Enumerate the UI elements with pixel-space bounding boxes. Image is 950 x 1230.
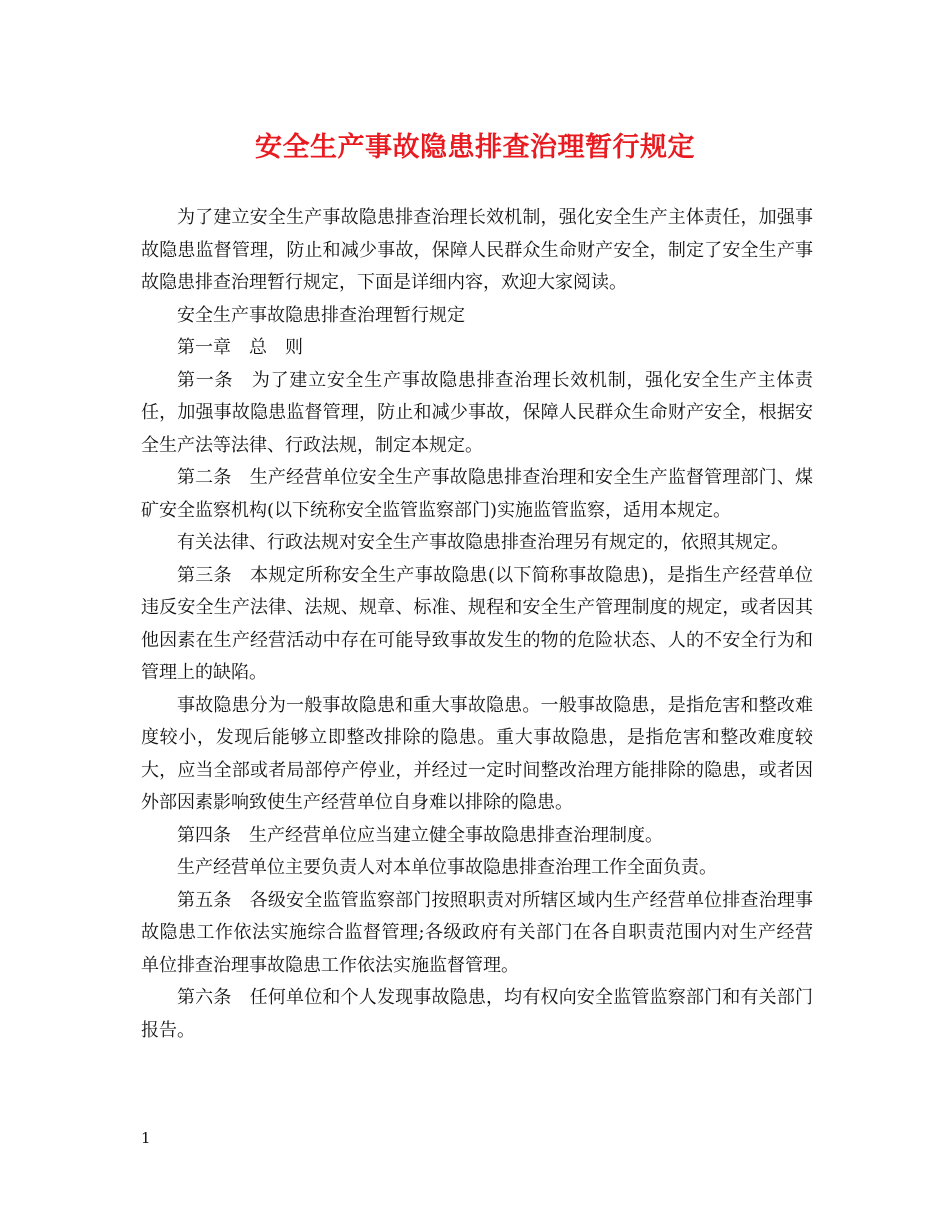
article-2: 第二条 生产经营单位安全生产事故隐患排查治理和安全生产监督管理部门、煤矿安全监察机构(以下统称安全监管监察部门)实施监管监察，适用本规定。 (141, 467, 813, 521)
article-3-classification: 事故隐患分为一般事故隐患和重大事故隐患。一般事故隐患，是指危害和整改难度较小，发现后能够立即整改排除的隐患。重大事故隐患，是指危害和整改难度较大，应当全部或者局部停产停业，并经过一定时间整改治理方能排除的隐患，或者因外部因素影响致使生产经营单位自身难以排除的隐患。 (141, 694, 813, 813)
article-5: 第五条 各级安全监管监察部门按照职责对所辖区域内生产经营单位排查治理事故隐患工作依法实施综合监督管理;各级政府有关部门在各自职责范围内对生产经营单位排查治理事故隐患工作依法实施监督管理。 (141, 889, 813, 976)
article-3: 第三条 本规定所称安全生产事故隐患(以下简称事故隐患)，是指生产经营单位违反安全生产法律、法规、规章、标准、规程和安全生产管理制度的规定，或者因其他因素在生产经营活动中存在可能导致事故发生的物的危险状态、人的不安全行为和管理上的缺陷。 (141, 564, 813, 683)
page-number: 1 (141, 1129, 151, 1147)
paragraph-subtitle: 安全生产事故隐患排查治理暂行规定 (177, 304, 465, 326)
article-6: 第六条 任何单位和个人发现事故隐患，均有权向安全监管监察部门和有关部门报告。 (141, 987, 813, 1041)
document-body (141, 202, 813, 1047)
paragraph-intro: 为了建立安全生产事故隐患排查治理长效机制，强化安全生产主体责任，加强事故隐患监督管理，防止和减少事故，保障人民群众生命财产安全，制定了安全生产事故隐患排查治理暂行规定，下面是详细内容，欢迎大家阅读。 (141, 207, 813, 293)
article-4-responsibility: 生产经营单位主要负责人对本单位事故隐患排查治理工作全面负责。 (177, 857, 717, 878)
document-title: 安全生产事故隐患排查治理暂行规定 (255, 132, 695, 163)
article-4: 第四条 生产经营单位应当建立健全事故隐患排查治理制度。 (177, 824, 663, 846)
article-2-note: 有关法律、行政法规对安全生产事故隐患排查治理另有规定的，依照其规定。 (177, 532, 789, 553)
chapter-heading: 第一章 总 则 (177, 337, 303, 358)
article-1: 第一条 为了建立安全生产事故隐患排查治理长效机制，强化安全生产主体责任，加强事故隐患监督管理，防止和减少事故，保障人民群众生命财产安全，根据安全生产法等法律、行政法规，制定本规定。 (141, 369, 813, 456)
